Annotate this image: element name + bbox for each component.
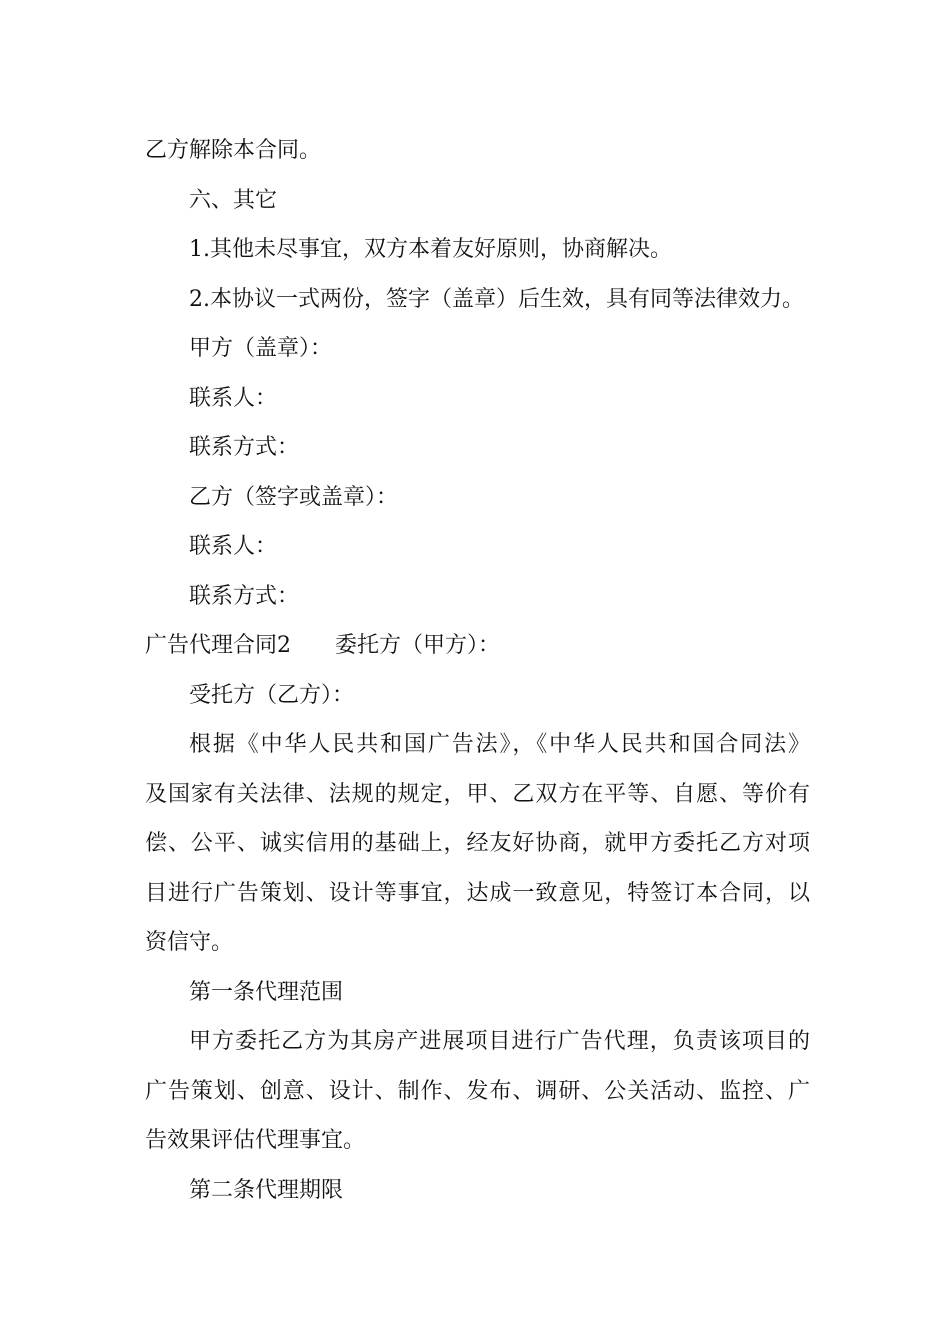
party-b-contact-method-label: 联系方式： [189,583,300,609]
section-heading-other: 六、其它 [189,187,278,213]
paragraph-line: 广告策划、创意、设计、制作、发布、调研、公关活动、监控、广 [145,1078,810,1104]
contract-title: 广告代理合同2 [145,633,291,658]
party-a-contact-label: 联系人： [189,385,278,411]
client-party-label: 委托方（甲方）： [335,633,501,658]
article-1-heading: 第一条代理范围 [189,979,344,1005]
party-b-signature-label: 乙方（签字或盖章）： [189,484,399,510]
paragraph-line: 及国家有关法律、法规的规定，甲、乙双方在平等、自愿、等价有 [145,781,810,807]
paragraph-line: 乙方解除本合同。 [145,138,322,163]
paragraph-line: 根据《中华人民共和国广告法》，《中华人民共和国合同法》 [189,732,810,757]
paragraph-line: 目进行广告策划、设计等事宜，达成一致意见，特签订本合同，以 [145,880,810,906]
clause-item-2: 2.本协议一式两份，签字（盖章）后生效，具有同等法律效力。 [189,286,804,312]
paragraph-line: 甲方委托乙方为其房产进展项目进行广告代理，负责该项目的 [189,1029,810,1054]
contract-title-line [145,631,810,681]
paragraph-line: 偿、公平、诚实信用的基础上，经友好协商，就甲方委托乙方对项 [145,831,810,856]
clause-item-1: 1.其他未尽事宜，双方本着友好原则，协商解决。 [189,237,672,262]
party-a-contact-method-label: 联系方式： [189,435,300,460]
party-b-contact-label: 联系人： [189,534,278,559]
party-a-seal-label: 甲方（盖章）： [189,336,333,361]
agent-party-label: 受托方（乙方）： [189,682,355,708]
paragraph-line: 告效果评估代理事宜。 [145,1128,366,1153]
paragraph-line: 资信守。 [145,930,234,955]
document-body [145,136,810,1225]
article-2-heading: 第二条代理期限 [189,1177,344,1203]
